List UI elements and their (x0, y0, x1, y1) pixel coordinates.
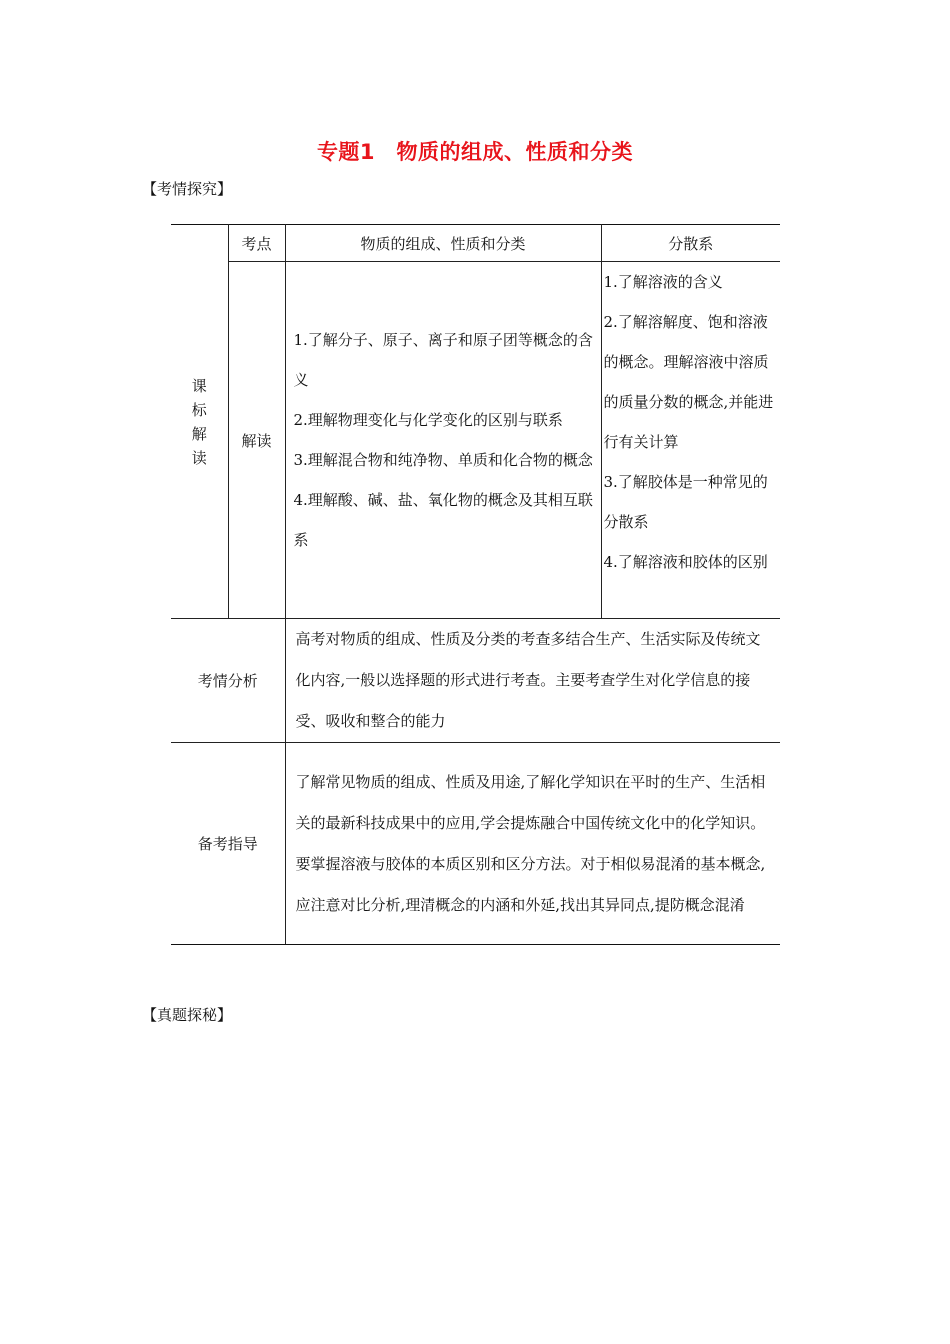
guide-label: 备考指导 (171, 743, 285, 945)
kebiao-label-cell (171, 225, 228, 619)
table-header-row (171, 225, 780, 262)
guide-text: 了解常见物质的组成、性质及用途,了解化学知识在平时的生产、生活相关的最新科技成果中的应用,学会提炼融合中国传统文化中的化学知识。要掌握溶液与胶体的本质区别和区分方法。对于相似易混淆的基本概念,应注意对比分析,理清概念的内涵和外延,找出其异同点,提防概念混淆 (285, 743, 780, 945)
analysis-text: 高考对物质的组成、性质及分类的考查多结合生产、生活实际及传统文化内容,一般以选择题的形式进行考查。主要考查学生对化学信息的接受、吸收和整合的能力 (285, 619, 780, 743)
section-heading-exam-analysis: 【考情探究】 (142, 180, 233, 198)
list-item: 3.了解胶体是一种常见的分散系 (603, 473, 768, 531)
header-topic-composition: 物质的组成、性质和分类 (285, 225, 601, 262)
kebiao-char: 课 (191, 376, 207, 395)
section-heading-real-questions: 【真题探秘】 (142, 1006, 233, 1024)
analysis-label: 考情分析 (171, 619, 285, 743)
table-row-guide (171, 743, 780, 945)
kebiao-char: 标 (191, 400, 207, 419)
list-item: 1.了解溶液的含义 (603, 273, 723, 291)
document-title: 专题1 物质的组成、性质和分类 (316, 140, 634, 164)
sublabel-jiedu: 解读 (228, 262, 285, 619)
kebiao-char: 解 (191, 424, 207, 443)
exam-analysis-table (171, 224, 780, 945)
list-item: 4.了解溶液和胶体的区别 (603, 553, 768, 571)
list-item: 3.理解混合物和纯净物、单质和化合物的概念 (293, 451, 593, 469)
topic1-list (285, 262, 601, 619)
header-kaodian: 考点 (228, 225, 285, 262)
list-item: 1.了解分子、原子、离子和原子团等概念的含义 (293, 331, 593, 389)
topic2-list (601, 262, 780, 619)
list-item: 2.了解溶解度、饱和溶液的概念。理解溶液中溶质的质量分数的概念,并能进行有关计算 (603, 313, 774, 451)
kebiao-char: 读 (191, 448, 207, 467)
header-topic-dispersion: 分散系 (601, 225, 780, 262)
table-row-kebiao (171, 262, 780, 619)
table-row-analysis (171, 619, 780, 743)
list-item: 4.理解酸、碱、盐、氧化物的概念及其相互联系 (293, 491, 593, 549)
list-item: 2.理解物理变化与化学变化的区别与联系 (293, 411, 563, 429)
